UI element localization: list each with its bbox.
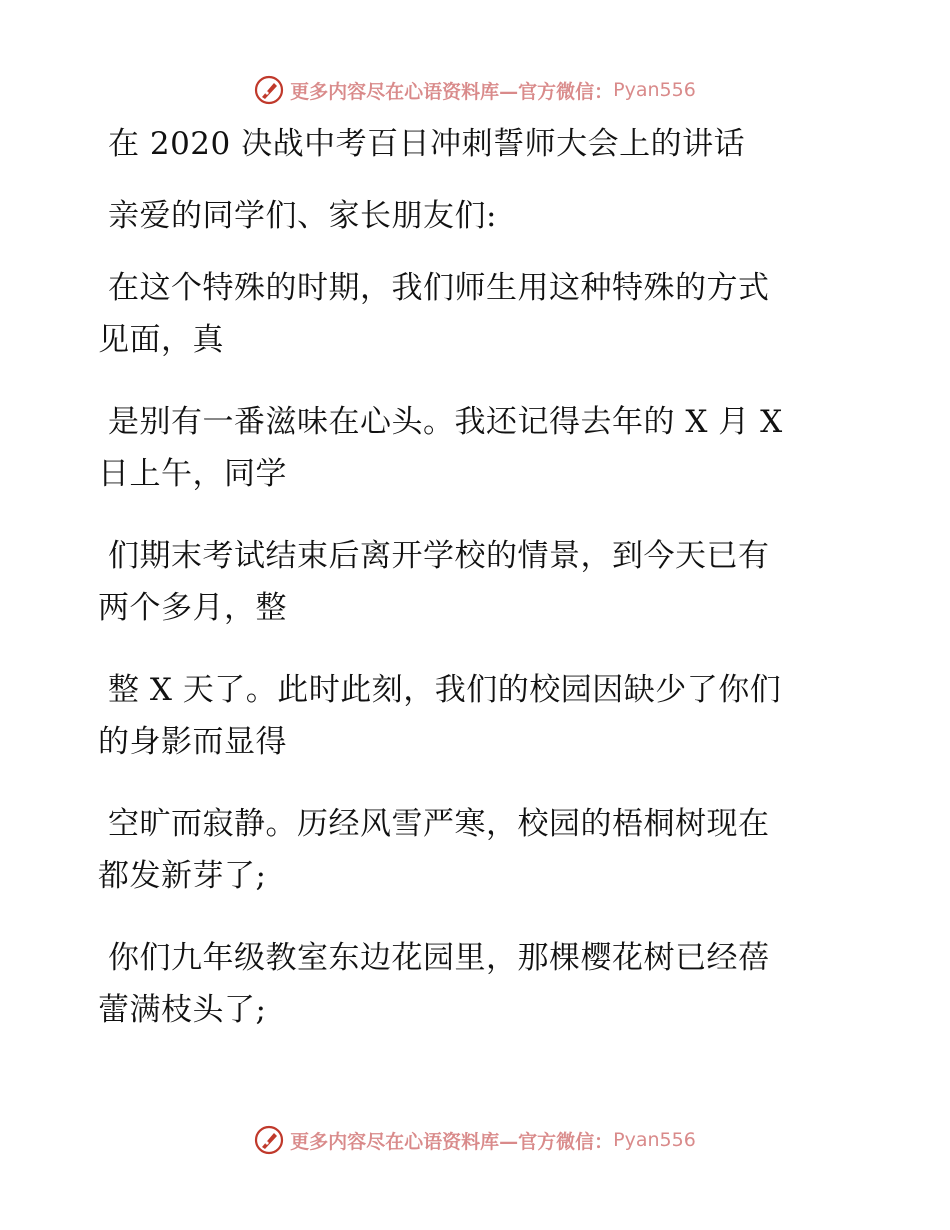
paragraph xyxy=(98,932,850,1036)
paragraph xyxy=(98,262,850,366)
banner-account: Pyan556 xyxy=(613,79,696,101)
paragraph xyxy=(98,664,850,768)
document-title: 在 2020 决战中考百日冲刺誓师大会上的讲话 xyxy=(108,126,746,162)
banner-text: 更多内容尽在心语资料库—官方微信： xyxy=(290,1130,614,1153)
paragraph-line: 是别有一番滋味在心头。我还记得去年的 X 月 X xyxy=(108,404,783,440)
footer-banner xyxy=(0,1120,950,1160)
paragraph-line: 空旷而寂静。历经风雪严寒，校园的梧桐树现在 xyxy=(108,806,770,842)
paragraph-line: 见面，真 xyxy=(98,322,224,358)
paragraph-line: 蕾满枝头了; xyxy=(98,992,267,1028)
paragraph-line: 在这个特殊的时期，我们师生用这种特殊的方式 xyxy=(108,270,770,306)
paragraph-line: 你们九年级教室东边花园里，那棵樱花树已经蓓 xyxy=(108,940,770,976)
paragraph xyxy=(98,396,850,500)
pen-nib-logo-icon xyxy=(254,1125,284,1155)
paragraph-line: 两个多月，整 xyxy=(98,590,287,626)
banner-account: Pyan556 xyxy=(613,1129,696,1151)
paragraph-line: 的身影而显得 xyxy=(98,724,287,760)
paragraph xyxy=(98,798,850,902)
paragraph-line: 都发新芽了; xyxy=(98,858,267,894)
paragraph-line: 们期末考试结束后离开学校的情景，到今天已有 xyxy=(108,538,770,574)
paragraph-line: 整 X 天了。此时此刻，我们的校园因缺少了你们 xyxy=(108,672,782,708)
banner-text: 更多内容尽在心语资料库—官方微信： xyxy=(290,80,614,103)
document-body xyxy=(98,118,850,1036)
paragraph xyxy=(98,530,850,634)
paragraph-line: 日上午，同学 xyxy=(98,456,287,492)
greeting: 亲爱的同学们、家长朋友们: xyxy=(108,198,497,234)
header-banner xyxy=(0,70,950,110)
pen-nib-logo-icon xyxy=(254,75,284,105)
